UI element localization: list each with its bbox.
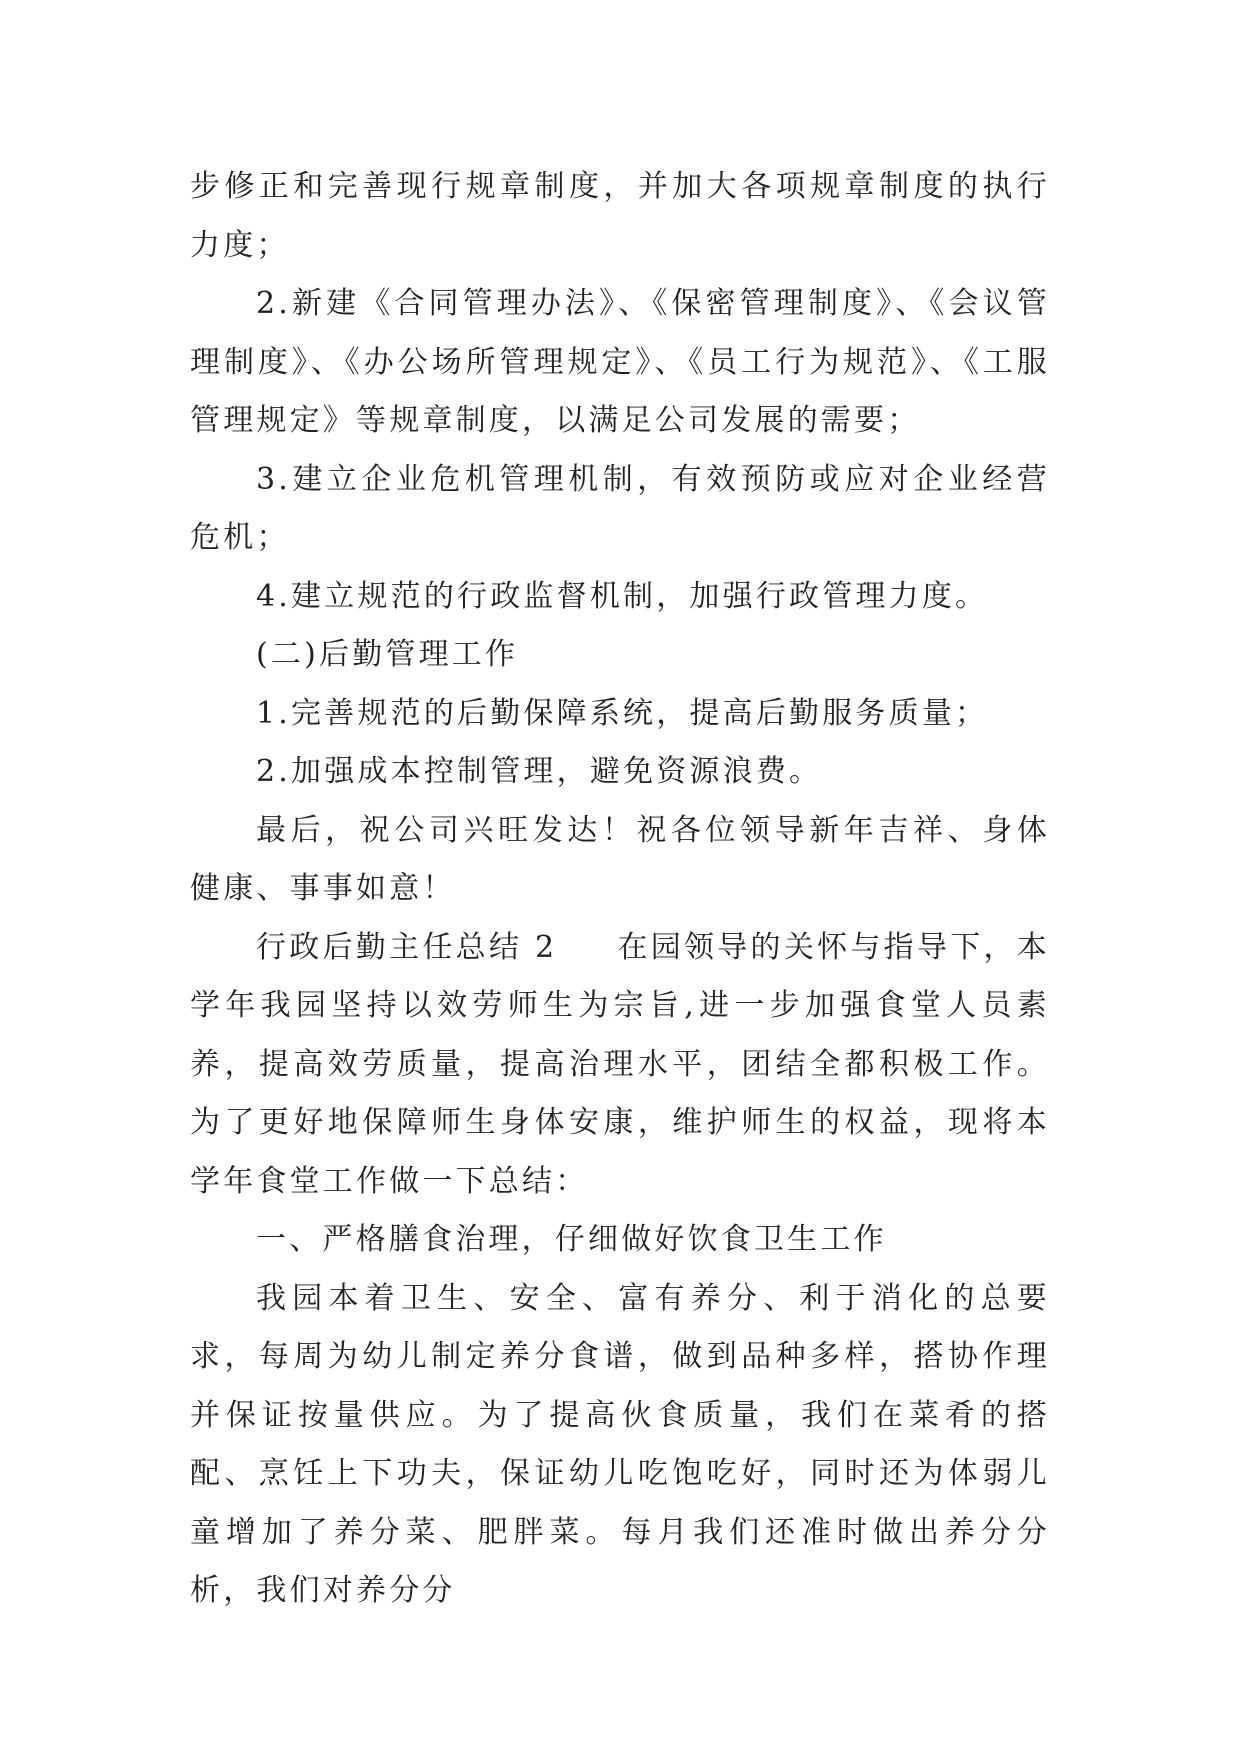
section-heading: 行政后勤主任总结 2 <box>256 929 558 965</box>
section-one-heading: 一、严格膳食治理，仔细做好饮食卫生工作 <box>256 1222 887 1257</box>
closing-paragraph: 最后，祝公司兴旺发达！祝各位领导新年吉祥、身体健康、事事如意！ <box>190 812 1050 906</box>
paragraph-6: 1.完善规范的后勤保障系统，提高后勤服务质量； <box>256 695 989 731</box>
document-body <box>190 158 1050 1621</box>
section-intro: 在园领导的关怀与指导下，本学年我园坚持以效劳师生为宗旨,进一步加强食堂人员素养，提高效劳质量，提高治理水平，团结全都积极工作。为了更好地保障师生身体安康，维护师生的权益，现将本学年食堂工作做一下总结： <box>190 929 1051 1199</box>
paragraph-2: 2.新建《合同管理办法》、《保密管理制度》、《会议管理制度》、《办公场所管理规定》、《员工行为规范》、《工服管理规定》等规章制度，以满足公司发展的需要； <box>190 286 1050 438</box>
paragraph-1: 步修正和完善现行规章制度，并加大各项规章制度的执行力度； <box>190 169 1050 263</box>
paragraph-3: 3.建立企业危机管理机制，有效预防或应对企业经营危机； <box>190 461 1050 555</box>
paragraph-7: 2.加强成本控制管理，避免资源浪费。 <box>256 754 823 789</box>
subsection-heading: (二)后勤管理工作 <box>256 637 519 672</box>
paragraph-diet: 我园本着卫生、安全、富有养分、利于消化的总要求，每周为幼儿制定养分食谱，做到品种多样，搭协作理并保证按量供应。为了提高伙食质量，我们在菜肴的搭配、烹饪上下功夫，保证幼儿吃饱吃好，同时还为体弱儿童增加了养分菜、肥胖菜。每月我们还准时做出养分分析，我们对养分分 <box>190 1280 1050 1608</box>
section-paragraph <box>190 919 1050 1212</box>
paragraph-4: 4.建立规范的行政监督机制，加强行政管理力度。 <box>256 578 989 614</box>
